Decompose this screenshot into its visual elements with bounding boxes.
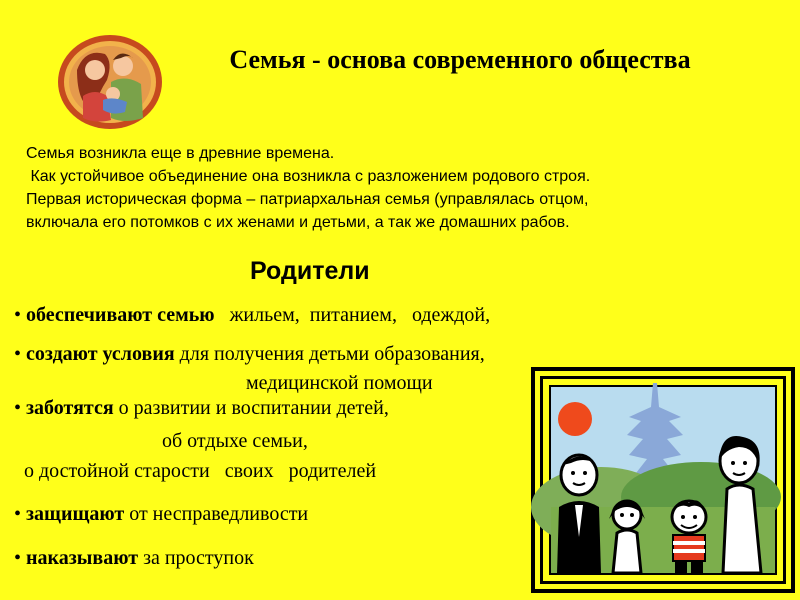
bullet-text: за проступок	[138, 547, 254, 569]
bullet-glyph: •	[14, 547, 22, 569]
bullet-glyph: •	[14, 397, 22, 419]
bullet-item	[14, 503, 308, 526]
bullet-item	[14, 397, 389, 420]
bullet-bold: заботятся	[26, 397, 114, 419]
section-subtitle: Родители	[250, 257, 370, 285]
bullet-item	[14, 304, 490, 327]
bullet-bold: защищают	[26, 503, 125, 525]
bullet-item	[14, 343, 485, 366]
bullet-glyph: •	[14, 343, 22, 365]
bullet-continuation: медицинской помощи	[246, 372, 433, 394]
bullet-item	[14, 547, 254, 570]
family-logo-icon	[55, 32, 165, 132]
bullet-text: для получения детьми образования,	[174, 343, 485, 365]
family-picture-illustration	[531, 367, 795, 593]
bullet-bold: обеспечивают семью	[26, 304, 215, 326]
slide-title: Семья - основа современного общества	[229, 45, 691, 74]
intro-line: включала его потомков с их женами и детьми, а так же домашних рабов.	[26, 214, 570, 231]
intro-line: Семья возникла еще в древние времена.	[26, 145, 335, 162]
bullet-text: от несправедливости	[124, 503, 309, 525]
bullet-continuation: об отдыхе семьи,	[162, 430, 308, 452]
bullet-glyph: •	[14, 304, 22, 326]
bullet-continuation: о достойной старости своих родителей	[24, 460, 377, 482]
bullet-bold: создают условия	[26, 343, 175, 365]
bullet-glyph: •	[14, 503, 22, 525]
intro-line: Первая историческая форма – патриархальная семья (управлялась отцом,	[26, 191, 589, 208]
bullet-bold: наказывают	[26, 547, 139, 569]
intro-paragraph	[26, 142, 766, 234]
bullet-text: жильем, питанием, одеждой,	[214, 304, 491, 326]
intro-line: Как устойчивое объединение она возникла с разложением родового строя.	[26, 168, 591, 185]
bullet-text: о развитии и воспитании детей,	[113, 397, 389, 419]
